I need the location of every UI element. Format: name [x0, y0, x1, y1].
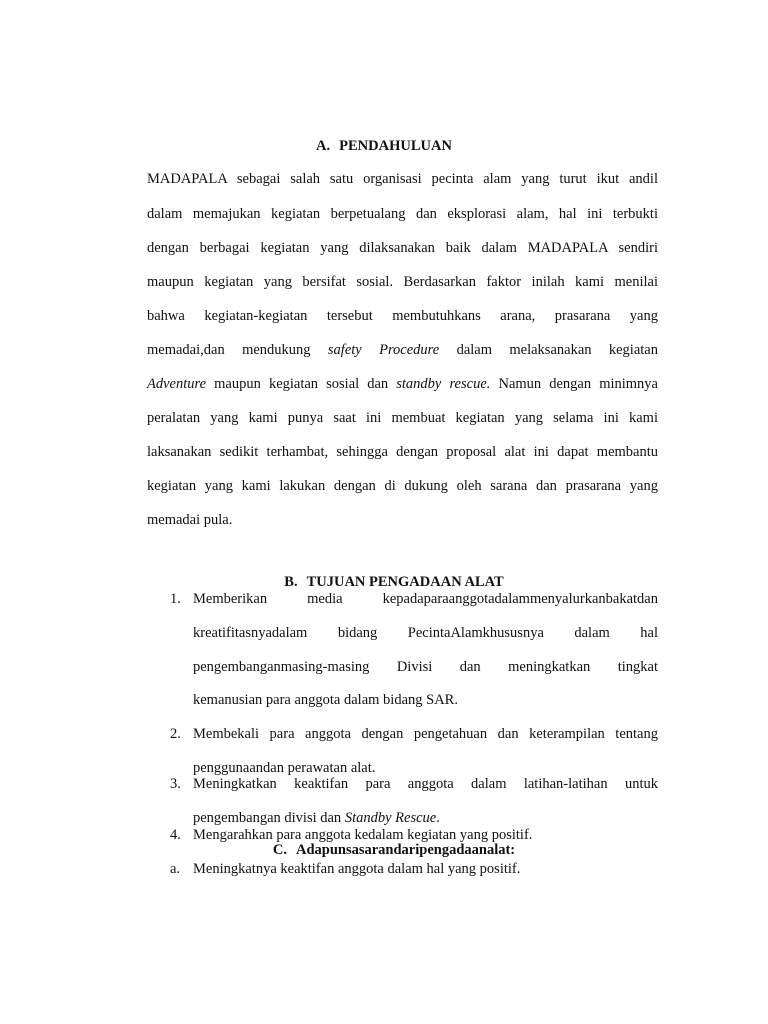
section-a-heading — [0, 138, 768, 155]
text-segment: bahwa kegiatan-kegiatan tersebut membutuhkans arana, prasarana yang — [147, 308, 658, 324]
list-item-line — [193, 861, 658, 878]
text-segment: peralatan yang kami punya saat ini membuat kegiatan yang selama ini kami — [147, 410, 658, 426]
paragraph-line — [147, 206, 658, 223]
list-item-line — [193, 810, 658, 827]
list-item-line — [193, 659, 658, 676]
text-segment: dengan berbagai kegiatan yang dilaksanakan baik dalam MADAPALA sendiri — [147, 240, 658, 256]
text-segment: memadai,dan mendukung — [147, 342, 328, 358]
text-segment: pengembanganmasing-masing Divisi dan meningkatkan tingkat — [193, 659, 658, 675]
text-segment: kreatifitasnyadalam bidang PecintaAlamkhususnya dalam hal — [193, 625, 658, 641]
italic-text: Adventure — [147, 376, 207, 392]
section-a-letter: A. — [316, 138, 331, 154]
paragraph-line — [147, 274, 658, 291]
list-item-line — [193, 692, 658, 709]
list-item-line — [193, 726, 658, 743]
list-item-marker: 4. — [170, 827, 181, 843]
section-c-letter: C. — [272, 842, 287, 858]
text-segment: kemanusian para anggota dalam bidang SAR. — [193, 692, 458, 708]
list-item-marker: 1. — [170, 591, 181, 607]
text-segment: Meningkatkan keaktifan para anggota dalam latihan-latihan untuk — [193, 776, 658, 792]
text-segment: . — [436, 810, 440, 826]
paragraph-line — [147, 444, 658, 461]
section-c-title: Adapunsasarandaripengadaanalat: — [295, 842, 516, 858]
paragraph-line — [147, 342, 658, 359]
text-segment: Meningkatnya keaktifan anggota dalam hal yang positif. — [193, 861, 521, 877]
section-c-heading — [10, 842, 768, 859]
text-segment: pengembangan divisi dan — [193, 810, 345, 826]
italic-text: safety Procedure — [327, 342, 440, 358]
text-segment: kegiatan yang kami lakukan dengan di dukung oleh sarana dan prasarana yang — [147, 478, 658, 494]
paragraph-line — [147, 410, 658, 427]
section-a-title: PENDAHULUAN — [339, 138, 452, 154]
paragraph-line — [147, 512, 658, 529]
list-item-line — [193, 776, 658, 793]
list-item-line — [193, 591, 658, 608]
list-item-line — [193, 625, 658, 642]
text-segment: dalam memajukan kegiatan berpetualang dan eksplorasi alam, hal ini terbukti — [147, 206, 658, 222]
italic-text: standby rescue. — [396, 376, 491, 392]
text-segment: maupun kegiatan sosial dan — [206, 376, 397, 392]
list-item-marker: 2. — [170, 726, 181, 742]
list-item-marker: 3. — [170, 776, 181, 792]
text-segment: Namun dengan minimnya — [490, 376, 658, 392]
text-segment: penggunaandan perawatan alat. — [193, 760, 376, 776]
italic-text: Standby Rescue — [344, 810, 437, 826]
section-b-letter: B. — [284, 574, 298, 590]
paragraph-line — [147, 171, 658, 188]
list-item-line — [193, 760, 658, 777]
text-segment: Memberikan media kepadaparaanggotadalammenyalurkanbakatdan — [193, 591, 658, 607]
paragraph-line — [147, 478, 658, 495]
text-segment: maupun kegiatan yang bersifat sosial. Berdasarkan faktor inilah kami menilai — [147, 274, 658, 290]
text-segment: Mengarahkan para anggota kedalam kegiatan yang positif. — [193, 827, 533, 843]
list-item-marker: a. — [170, 861, 181, 877]
text-segment: memadai pula. — [147, 512, 233, 528]
paragraph-line — [147, 376, 658, 393]
text-segment: MADAPALA sebagai salah satu organisasi pecinta alam yang turut ikut andil — [147, 171, 658, 187]
paragraph-line — [147, 308, 658, 325]
section-b-heading — [10, 574, 768, 591]
text-segment: Membekali para anggota dengan pengetahuan dan keterampilan tentang — [193, 726, 658, 742]
text-segment: dalam melaksanakan kegiatan — [439, 342, 658, 358]
text-segment: laksanakan sedikit terhambat, sehingga dengan proposal alat ini dapat membantu — [147, 444, 658, 460]
section-b-title: TUJUAN PENGADAAN ALAT — [306, 574, 504, 590]
paragraph-line — [147, 240, 658, 257]
